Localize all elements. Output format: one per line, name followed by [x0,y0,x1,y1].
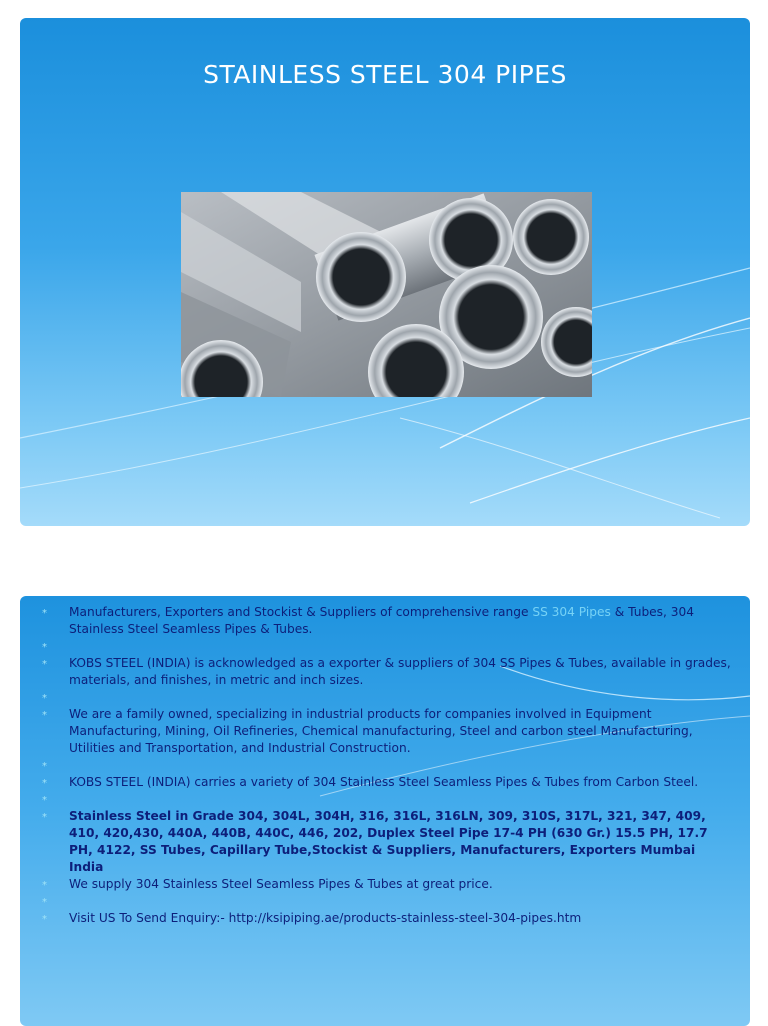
enquiry-link[interactable]: Visit US To Send Enquiry:- http://ksipiping.ae/products-stainless-steel-304-pipes.htm [69,911,582,925]
list-item: * [42,761,47,772]
list-item: * Stainless Steel in Grade 304, 304L, 304H, 316, 316L, 316LN, 309, 310S, 317L, 321, 347, 409, 410, 420,430, 440A, 440B, 440C, 446, 202, Duplex Steel Pipe 17-4 PH (630 Gr.) 15.5 PH, 17.7 PH, 4122, SS Tubes, Capillary Tube,Stockist & Suppliers, Manufacturers, Exporters Mumbai India [42,809,708,874]
list-item: * [42,897,47,908]
slide-title [20,18,750,526]
list-item: * KOBS STEEL (INDIA) carries a variety of 304 Stainless Steel Seamless Pipes & Tubes from Carbon Steel. [42,775,699,789]
ss304-pipes-link[interactable]: SS 304 Pipes [532,605,611,619]
pipes-photo [181,192,592,397]
slide-content [20,596,750,1026]
text: & Tubes, 304 Stainless Steel Seamless Pipes & Tubes. [69,605,695,636]
list-item: * Manufacturers, Exporters and Stockist & Suppliers of comprehensive range SS 304 Pipes & Tubes, 304 Stainless Steel Seamless Pipes & Tubes. [42,605,695,636]
list-item: * [42,795,47,806]
list-item: * KOBS STEEL (INDIA) is acknowledged as a exporter & suppliers of 304 SS Pipes & Tubes, available in grades, materials, and finishes, in metric and inch sizes. [42,656,731,687]
list-item: * Visit US To Send Enquiry:- http://ksipiping.ae/products-stainless-steel-304-pipes.htm [42,911,582,925]
list-item: * We are a family owned, specializing in industrial products for companies involved in Equipment Manufacturing, Mining, Oil Refineries, Chemical manufacturing, Steel and carbon steel Manufacturing, Utilities and Transportation, and Industrial Construction. [42,707,693,755]
list-item: * We supply 304 Stainless Steel Seamless Pipes & Tubes at great price. [42,877,493,891]
text: Manufacturers, Exporters and Stockist & Suppliers of comprehensive range [69,605,533,619]
list-item: * [42,642,47,653]
slide-title-text: STAINLESS STEEL 304 PIPES [203,60,567,89]
list-item: * [42,693,47,704]
bullet-list [42,604,732,927]
